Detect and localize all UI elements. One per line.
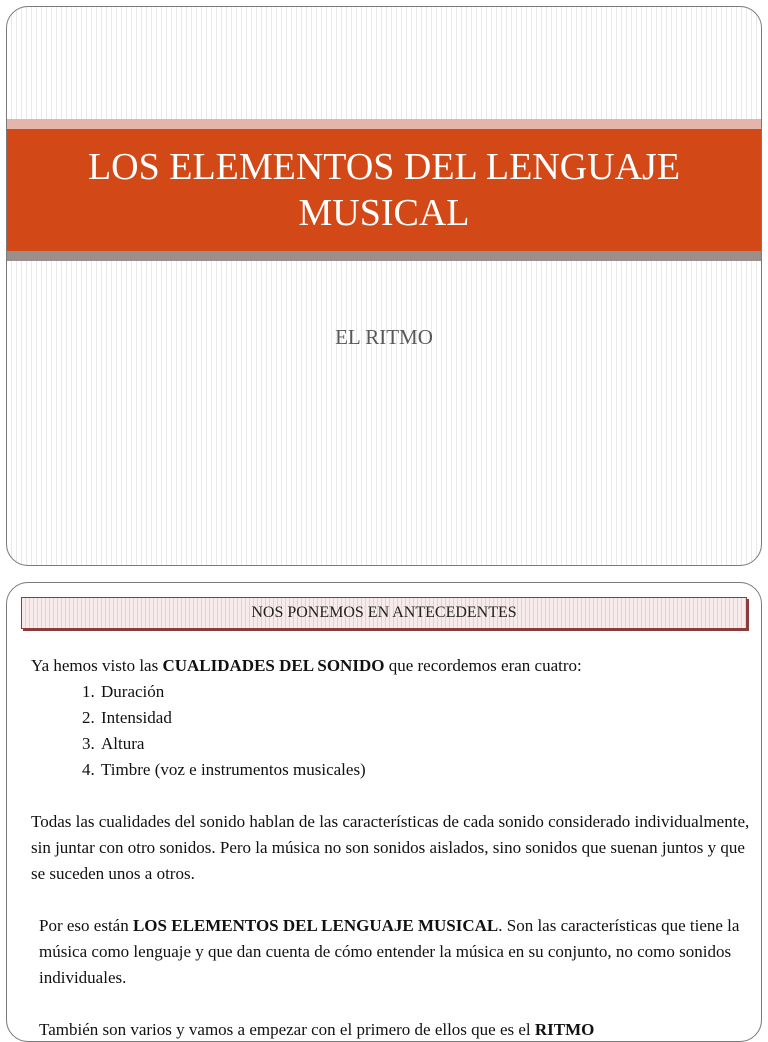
paragraph-3	[31, 1017, 751, 1042]
p3-text: También son varios y vamos a empezar con el primero de ellos que es el	[39, 1020, 535, 1039]
qualities-list	[31, 679, 751, 783]
p2-bold: LOS ELEMENTOS DEL LENGUAJE MUSICAL	[132, 916, 499, 935]
intro-text: Ya hemos visto las	[31, 656, 163, 675]
slide-title: LOS ELEMENTOS DEL LENGUAJE MUSICAL	[87, 146, 681, 234]
content-slide	[6, 582, 762, 1042]
intro-bold: CUALIDADES DEL SONIDO	[162, 656, 385, 675]
p3-bold: RITMO	[534, 1020, 595, 1039]
paragraph-1: Todas las cualidades del sonido hablan de las características de cada sonido considerado individualmente, sin juntar con otro sonidos. Pero la música no son sonidos aislados, sino sonidos que suenan juntos y que se suceden unos a otros.	[31, 812, 750, 883]
slide-body	[31, 653, 751, 1042]
list-item: 4. Timbre (voz e instrumentos musicales)	[99, 757, 751, 783]
intro-text-end: que recordemos eran cuatro:	[384, 656, 582, 675]
paragraph-2	[31, 913, 751, 991]
title-slide	[6, 6, 762, 566]
p2-text: Por eso están	[39, 916, 133, 935]
list-item: 2. Intensidad	[99, 705, 751, 731]
p2-text-end: . Son las características que tiene la música como lenguaje y que dan cuenta de cómo entender la música en su conjunto, no como sonidos individuales.	[39, 916, 740, 987]
title-top-stripe	[7, 119, 761, 129]
intro-paragraph	[31, 653, 751, 679]
section-header: NOS PONEMOS EN ANTECEDENTES	[21, 597, 747, 629]
list-item: 3. Altura	[99, 731, 751, 757]
slide-subtitle: EL RITMO	[335, 325, 433, 349]
title-band	[7, 129, 761, 251]
list-item: 1. Duración	[99, 679, 751, 705]
title-bottom-stripe	[7, 251, 761, 261]
